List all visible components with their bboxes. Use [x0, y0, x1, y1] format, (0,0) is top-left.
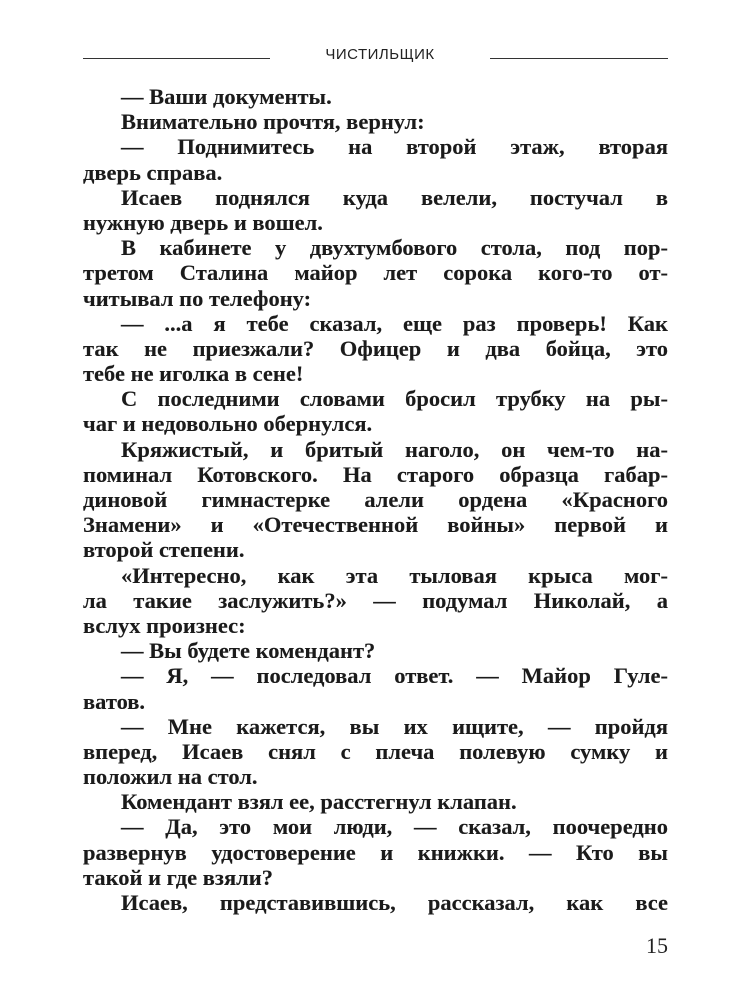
text-line: — Поднимитесь на второй этаж, вторая — [121, 134, 668, 160]
text-line: второй степени. — [83, 537, 245, 563]
text-line: положил на стол. — [83, 764, 258, 790]
text-line: — Я, — последовал ответ. — Майор Гуле- — [121, 663, 668, 689]
text-line: В кабинете у двухтумбового стола, под пор- — [121, 235, 668, 261]
text-line: Кряжистый, и бритый наголо, он чем-то на- — [121, 436, 668, 462]
text-line: Исаев, представившись, рассказал, как все — [121, 890, 668, 915]
text-line: такой и где взяли? — [83, 864, 273, 890]
text-line: развернув удостоверение и книжки. — Кто вы — [83, 839, 668, 865]
text-line: «Интересно, как эта тыловая крыса мог- — [121, 562, 668, 588]
text-line: вперед, Исаев снял с плеча полевую сумку и — [83, 738, 668, 764]
text-line: — Да, это мои люди, — сказал, поочередно — [121, 814, 668, 840]
text-line: — Мне кажется, вы их ищите, — пройдя — [121, 713, 668, 739]
text-line: нужную дверь и вошел. — [83, 209, 323, 235]
text-line: вслух произнес: — [83, 612, 246, 638]
text-line: диновой гимнастерке алели ордена «Красного — [83, 487, 668, 512]
text-line: тебе не иголка в сене! — [83, 361, 304, 387]
text-line: так не приезжали? Офицер и два бойца, это — [83, 335, 668, 361]
text-line: ла такие заслужить?» — подумал Николай, а — [83, 587, 668, 613]
text-line: Внимательно прочтя, вернул: — [121, 109, 425, 135]
header-rule-right — [490, 58, 668, 59]
text-line: С последними словами бросил трубку на ры- — [121, 386, 668, 412]
header-rule-left — [83, 58, 270, 59]
text-line: дверь справа. — [83, 159, 223, 185]
body-text — [83, 84, 668, 915]
text-line: — Ваши документы. — [121, 84, 332, 109]
page-number: 15 — [646, 933, 668, 958]
running-title: ЧИСТИЛЬЩИК — [325, 46, 435, 63]
text-line: ватов. — [83, 688, 146, 714]
text-line: читывал по телефону: — [83, 285, 312, 311]
text-line: Знамени» и «Отечественной войны» первой и — [83, 512, 668, 538]
text-line: чаг и недовольно обернулся. — [83, 411, 373, 437]
text-line: Комендант взял ее, расстегнул клапан. — [121, 789, 517, 815]
text-line: третом Сталина майор лет сорока кого-то от- — [83, 260, 668, 286]
text-line: поминал Котовского. На старого образца габар- — [83, 461, 668, 487]
text-line: — Вы будете комендант? — [121, 638, 376, 664]
text-line: — ...а я тебе сказал, еще раз проверь! Как — [121, 310, 668, 336]
text-line: Исаев поднялся куда велели, постучал в — [121, 184, 668, 210]
